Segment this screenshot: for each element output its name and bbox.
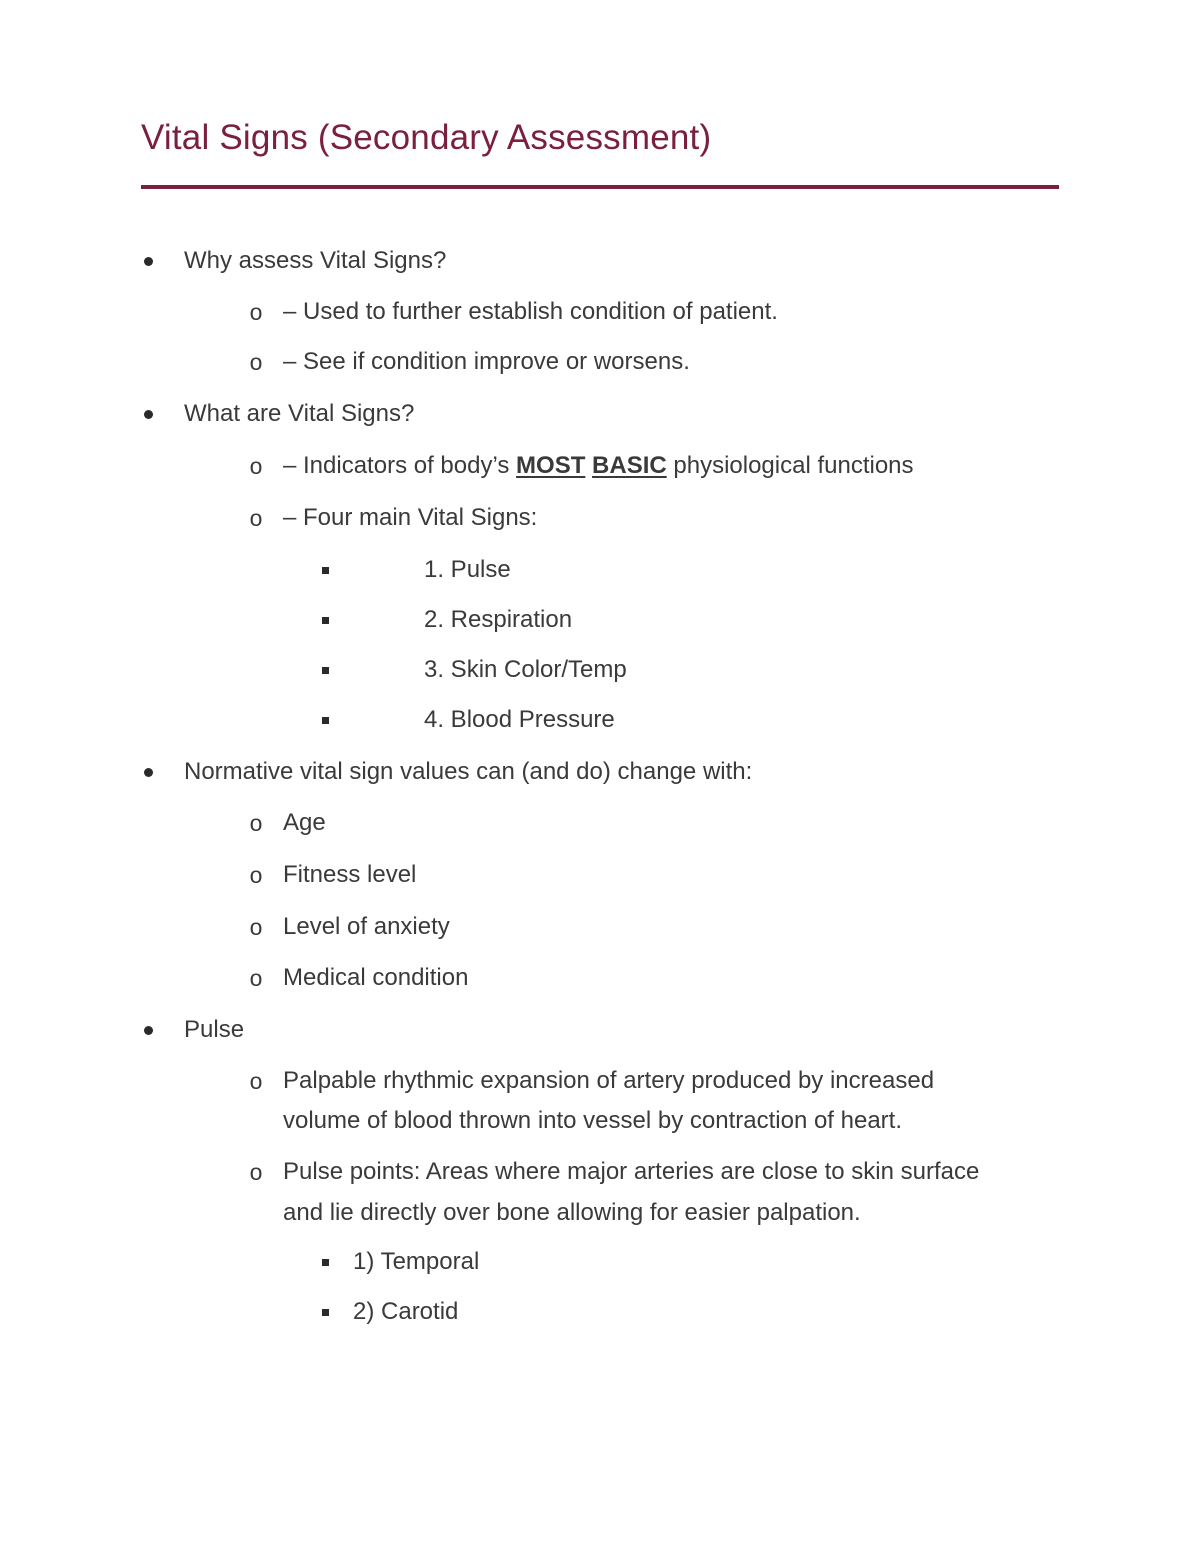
pulse-point-item bbox=[0, 1292, 1200, 1332]
sub-item-text: Medical condition bbox=[283, 964, 469, 991]
page-title: Vital Signs (Secondary Assessment) bbox=[141, 118, 712, 157]
pulse-point-text: 1) Temporal bbox=[353, 1248, 480, 1275]
vital-sign-item bbox=[0, 550, 1200, 590]
square-bullet-icon bbox=[320, 600, 330, 640]
square-bullet-icon bbox=[320, 550, 330, 590]
emphasis-most: MOST bbox=[516, 452, 586, 479]
vital-sign-text: 1. Pulse bbox=[424, 556, 511, 583]
bullet-dot-icon bbox=[142, 752, 154, 792]
sub-item bbox=[0, 803, 1200, 843]
title-underline-rule bbox=[141, 185, 1059, 189]
indicator-suffix: physiological functions bbox=[666, 452, 914, 479]
sub-item bbox=[0, 498, 1200, 538]
bullet-text: What are Vital Signs? bbox=[184, 400, 415, 427]
sub-item-text: Palpable rhythmic expansion of artery produced by increased bbox=[283, 1067, 935, 1094]
circle-bullet-icon: o bbox=[249, 1068, 263, 1094]
bullet-item-normative bbox=[0, 752, 1200, 792]
sub-item-text: – Used to further establish condition of patient. bbox=[283, 298, 778, 325]
sub-item-text: – See if condition improve or worsens. bbox=[283, 348, 690, 375]
bullet-item-why bbox=[0, 241, 1200, 281]
sub-item-text-continued: volume of blood thrown into vessel by contraction of heart. bbox=[283, 1107, 903, 1134]
bullet-text: Pulse bbox=[184, 1016, 245, 1043]
sub-item-text: Fitness level bbox=[283, 861, 417, 888]
square-bullet-icon bbox=[320, 1242, 330, 1282]
circle-bullet-icon: o bbox=[249, 349, 263, 375]
circle-bullet-icon: o bbox=[249, 965, 263, 991]
sub-item bbox=[0, 907, 1200, 947]
circle-bullet-icon: o bbox=[249, 810, 263, 836]
pulse-point-item bbox=[0, 1242, 1200, 1282]
bullet-text: Normative vital sign values can (and do) change with: bbox=[184, 758, 753, 785]
circle-bullet-icon: o bbox=[249, 299, 263, 325]
sub-item bbox=[0, 1061, 1200, 1101]
circle-bullet-icon: o bbox=[249, 505, 263, 531]
sub-item bbox=[0, 446, 1200, 486]
vital-sign-text: 4. Blood Pressure bbox=[424, 706, 615, 733]
sub-item-text: Level of anxiety bbox=[283, 913, 450, 940]
vital-sign-text: 3. Skin Color/Temp bbox=[424, 656, 627, 683]
indicator-prefix: – Indicators of body’s bbox=[283, 452, 517, 479]
sub-item-text: Age bbox=[283, 809, 326, 836]
bullet-dot-icon bbox=[142, 241, 154, 281]
circle-bullet-icon: o bbox=[249, 862, 263, 888]
vital-sign-item bbox=[0, 650, 1200, 690]
sub-item bbox=[0, 292, 1200, 332]
circle-bullet-icon: o bbox=[249, 1159, 263, 1185]
vital-sign-item bbox=[0, 600, 1200, 640]
square-bullet-icon bbox=[320, 1292, 330, 1332]
sub-item bbox=[0, 958, 1200, 998]
circle-bullet-icon: o bbox=[249, 914, 263, 940]
bullet-dot-icon bbox=[142, 1010, 154, 1050]
sub-item bbox=[0, 1152, 1200, 1192]
pulse-point-text: 2) Carotid bbox=[353, 1298, 459, 1325]
sub-item-text bbox=[283, 446, 914, 486]
square-bullet-icon bbox=[320, 700, 330, 740]
emphasis-basic: BASIC bbox=[592, 452, 667, 479]
square-bullet-icon bbox=[320, 650, 330, 690]
sub-item-text: Pulse points: Areas where major arteries are close to skin surface bbox=[283, 1158, 980, 1185]
bullet-text: Why assess Vital Signs? bbox=[184, 247, 447, 274]
bullet-dot-icon bbox=[142, 394, 154, 434]
sub-item bbox=[0, 342, 1200, 382]
vital-sign-text: 2. Respiration bbox=[424, 606, 573, 633]
sub-item-text: – Four main Vital Signs: bbox=[283, 504, 538, 531]
sub-item-text-continued: and lie directly over bone allowing for easier palpation. bbox=[283, 1199, 861, 1226]
vital-sign-item bbox=[0, 700, 1200, 740]
bullet-item-what bbox=[0, 394, 1200, 434]
bullet-item-pulse bbox=[0, 1010, 1200, 1050]
sub-item bbox=[0, 855, 1200, 895]
circle-bullet-icon: o bbox=[249, 453, 263, 479]
